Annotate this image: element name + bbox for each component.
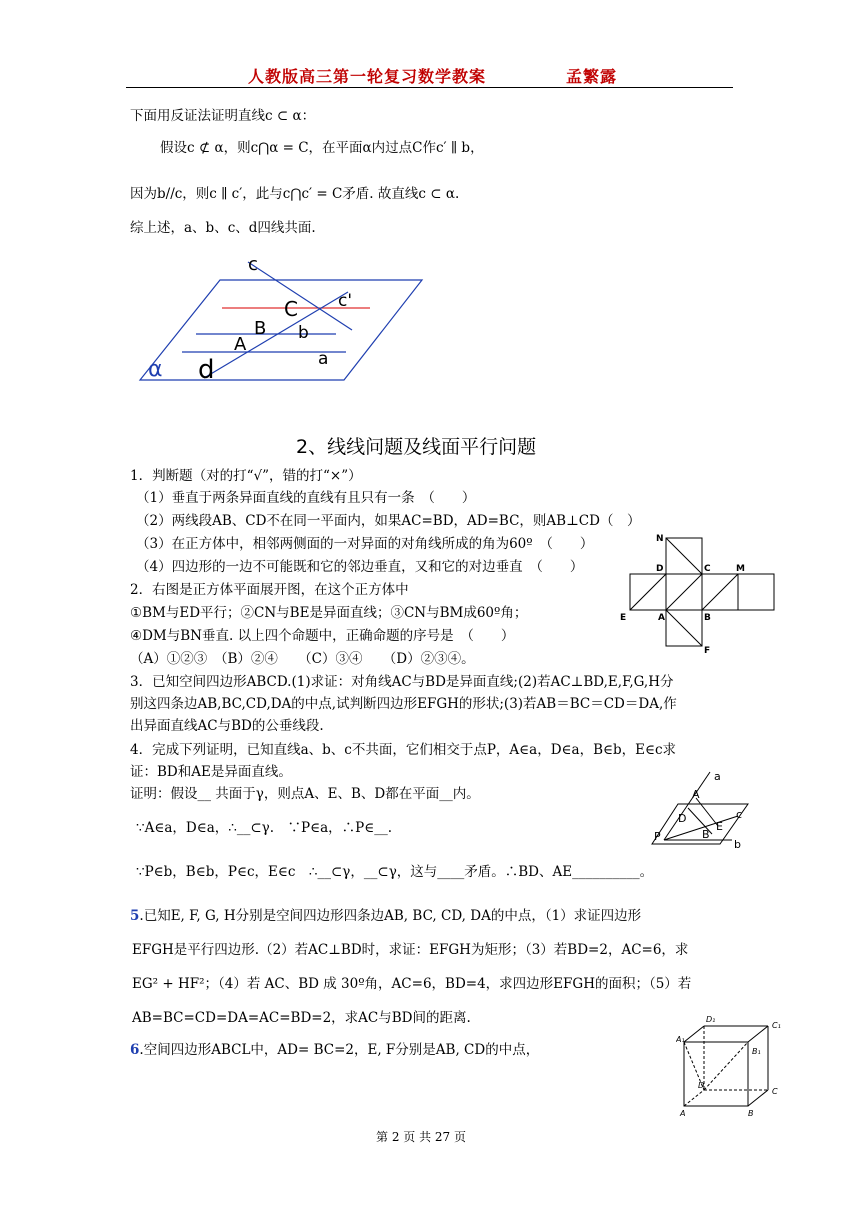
q1-item-4: （4）四边形的一边不可能既和它的邻边垂直，又和它的对边垂直 （ ） xyxy=(136,559,584,575)
q1-item-2: （2）两线段AB、CD不在同一平面内，如果AC=BD，AD=BC，则AB⊥CD（ ） xyxy=(136,513,641,529)
cube-label-B: B xyxy=(748,1109,754,1118)
cube-net-figure xyxy=(618,528,782,658)
cube-label-D: D xyxy=(698,1081,705,1090)
label-c: c xyxy=(248,254,258,275)
label-a: a xyxy=(318,349,329,369)
fig4-label-E: E xyxy=(716,820,723,833)
cube-label-A1: A₁ xyxy=(676,1035,685,1044)
q5-line-4: AB=BC=CD=DA=AC=BD=2，求AC与BD间的距离. xyxy=(132,1010,471,1026)
intersecting-lines-figure xyxy=(650,768,750,852)
fig4-label-P: P xyxy=(654,830,661,843)
cube-label-D1: D₁ xyxy=(706,1015,716,1024)
q2-line-1: 2．右图是正方体平面展开图，在这个正方体中 xyxy=(130,582,409,598)
q5-line-3: EG² + HF²；（4）若 AC、BD 成 30º角，AC=6，BD=4，求四边形EFGH的面积；（5）若 xyxy=(132,976,692,992)
net-label-A: A xyxy=(658,613,665,623)
section-title: 2、线线问题及线面平行问题 xyxy=(296,436,537,458)
cube-figure xyxy=(676,1012,792,1124)
q4-line-1: 4．完成下列证明，已知直线a、b、c不共面，它们相交于点P，A∈a，D∈a，B∈b，E∈c求 xyxy=(130,742,677,758)
q5-line-2: EFGH是平行四边形.（2）若AC⊥BD时，求证：EFGH为矩形；（3）若BD=2，AC=6，求 xyxy=(132,942,689,958)
label-point-A: A xyxy=(234,334,247,355)
net-label-N: N xyxy=(656,534,664,544)
page-footer: 第 2 页 共 27 页 xyxy=(376,1130,466,1144)
fig4-label-A: A xyxy=(692,788,700,801)
proof-line-2: 假设c ⊄ α，则c⋂α = C，在平面α内过点C作c′ ∥ b， xyxy=(160,140,484,156)
proof-line-3: 因为b//c，则c ∥ c′，此与c⋂c′ = C矛盾. 故直线c ⊂ α. xyxy=(130,186,460,202)
proof-line-4: 综上述，a、b、c、d四线共面. xyxy=(130,220,316,236)
cube-label-C1: C₁ xyxy=(772,1021,781,1030)
q4-line-3: 证明：假设__ 共面于γ，则点A、E、B、D都在平面__内。 xyxy=(130,786,480,802)
label-alpha: α xyxy=(148,357,163,382)
label-c-prime: c' xyxy=(338,291,353,311)
fig4-label-D: D xyxy=(678,812,687,825)
label-b: b xyxy=(298,323,309,343)
net-label-D: D xyxy=(656,564,664,574)
q2-line-3: ④DM与BN垂直. 以上四个命题中，正确命题的序号是 （ ） xyxy=(130,628,515,644)
q4-line-4: ∵A∈a，D∈a，∴__⊂γ. ∵P∈a，∴P∈__. xyxy=(136,820,392,836)
net-label-M: M xyxy=(736,564,745,574)
q1-stem: 1．判断题（对的打“√”，错的打“×”） xyxy=(130,468,362,484)
cube-label-A: A xyxy=(680,1109,686,1118)
q6-line xyxy=(130,1040,539,1060)
q1-item-3: （3）在正方体中，相邻两侧面的一对异面的对角线所成的角为60º （ ） xyxy=(136,536,594,552)
coplanar-lines-figure xyxy=(130,248,430,388)
q1-item-1: （1）垂直于两条异面直线的直线有且只有一条 （ ） xyxy=(136,490,476,506)
fig4-label-c: c xyxy=(736,808,743,821)
q3-line-2: 别这四条边AB,BC,CD,DA的中点,试判断四边形EFGH的形状;(3)若AB＝BC＝CD＝DA,作 xyxy=(130,696,677,712)
fig4-label-b: b xyxy=(734,838,741,851)
net-label-F: F xyxy=(704,646,711,656)
q4-line-2: 证：BD和AE是异面直线。 xyxy=(130,764,292,780)
q3-line-3: 出异面直线AC与BD的公垂线段. xyxy=(130,718,324,734)
label-point-C: C xyxy=(284,297,298,321)
q4-line-5: ∵P∈b，B∈b，P∈c，E∈c ∴__⊂γ，__⊂γ，这与____矛盾。∴BD、AE__________。 xyxy=(136,864,654,880)
net-label-E: E xyxy=(620,613,627,623)
plane-alpha-shape xyxy=(140,280,422,380)
proof-line-1: 下面用反证法证明直线c ⊂ α： xyxy=(130,108,316,124)
q5-number: 5 xyxy=(130,908,140,924)
q5-line-1 xyxy=(130,906,641,926)
net-label-B: B xyxy=(704,613,711,623)
net-label-C: C xyxy=(704,564,711,574)
header-author: 孟繁露 xyxy=(566,67,618,86)
q2-line-2: ①BM与ED平行；②CN与BE是异面直线；③CN与BM成60º角； xyxy=(130,605,528,621)
cube-label-B1: B₁ xyxy=(752,1047,761,1056)
q3-line-1: 3．已知空间四边形ABCD.(1)求证：对角线AC与BD是异面直线;(2)若AC⊥BD,E,F,G,H分 xyxy=(130,674,674,690)
q5-line-1-text: .已知E, F, G, H分别是空间四边形四条边AB, BC, CD, DA的中点，（1）求证四边形 xyxy=(139,908,642,924)
fig4-label-B: B xyxy=(702,828,710,841)
cube-label-C: C xyxy=(772,1087,778,1096)
q6-number: 6 xyxy=(130,1042,140,1058)
q6-line-text: .空间四边形ABCL中，AD= BC=2，E, F分别是AB, CD的中点， xyxy=(139,1042,540,1058)
header-title: 人教版高三第一轮复习数学教案 xyxy=(248,67,487,86)
label-point-B: B xyxy=(254,318,267,339)
label-d: d xyxy=(198,355,215,385)
q2-line-4: （A）①②③ （B）②④ （C）③④ （D）②③④。 xyxy=(130,651,475,667)
header-rule xyxy=(126,87,733,88)
fig4-label-a: a xyxy=(714,770,721,783)
